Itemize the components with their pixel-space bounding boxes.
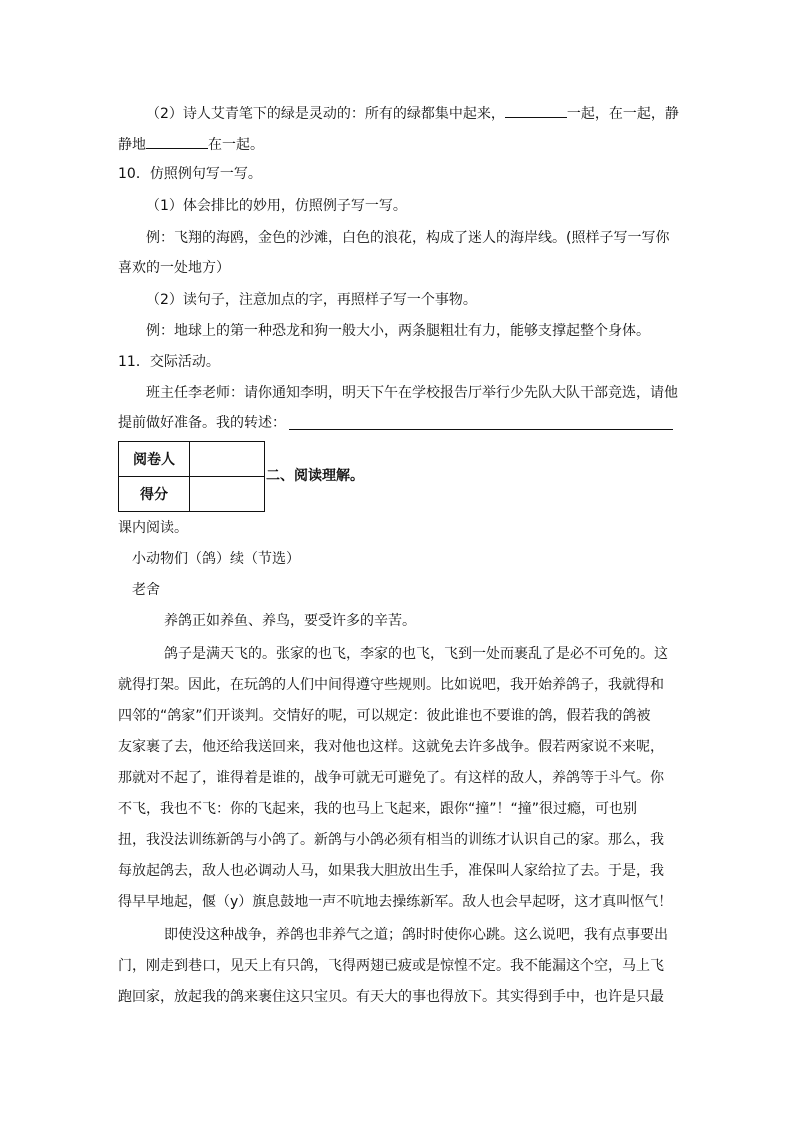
reviewer-cell[interactable] [190,442,265,477]
q9-2-text-d: 在一起。 [208,137,264,153]
q10-example-2: 例：地球上的第一种恐龙和狗一般大小，两条腿粗壮有力，能够支撑起整个身体。 [146,323,650,339]
paragraph-2-line: 扭，我没法训练新鸽与小鸽了。新鸽与小鸽必须有相当的训练才认识自己的家。那么，我 [118,832,664,848]
q9-2-text-b: 一起，在一起，静 [566,106,679,122]
paragraph-2-line: 不飞，我也不飞：你的飞起来，我的也马上飞起来，跟你“撞”！“撞”很过瘾，可也别 [118,801,638,817]
q10-example-1-line-2: 喜欢的一处地方） [118,260,230,276]
score-box [118,441,265,512]
q9-2-text-c: 静地 [118,137,146,153]
paragraph-3-line: 门，刚走到巷口，见天上有只鸽，飞得两翅已疲或是惊惶不定。我不能漏这个空，马上飞 [118,958,664,974]
q10-example-1-line-1: 例：飞翔的海鸥，金色的沙滩，白色的浪花，构成了迷人的海岸线。(照样子写一写你 [146,230,670,246]
paragraph-2-line: 友家裹了去，他还给我送回来，我对他也这样。这就免去许多战争。假若两家说不来呢， [118,739,664,755]
paragraph-2-line: 鸽子是满天飞的。张家的也飞，李家的也飞，飞到一处而裹乱了是必不可免的。这 [164,646,668,662]
paragraph-2-line: 那就对不起了，谁得着是谁的，战争可就无可避免了。有这样的敌人，养鸽等于斗气。你 [118,770,664,786]
q10-sub-2: （2）读句子，注意加点的字，再照样子写一个事物。 [146,292,477,308]
q11-title: 11．交际活动。 [118,354,220,370]
article-title: 小动物们（鸽）续（节选） [132,551,300,567]
section-2-title: 二、阅读理解。 [266,468,364,484]
q9-2-text-a: （2）诗人艾青笔下的绿是灵动的：所有的绿都集中起来， [146,106,505,122]
q11-answer-blank[interactable] [289,429,673,430]
q10-title: 10．仿照例句写一写。 [118,166,262,182]
q9-2-line-2 [118,134,264,154]
paragraph-3-line: 跑回家，放起我的鸽来裹住这只宝贝。有天大的事也得放下。其实得到手中，也许是只最 [118,989,664,1005]
paragraph-2-line: 得早早地起，偃（y）旗息鼓地一声不吭地去操练新军。敌人也会早起呀，这才真叫怄气！ [118,894,673,910]
article-author: 老舍 [132,582,160,598]
q11-line-2: 提前做好准备。我的转述： [118,415,286,431]
reviewer-label: 阅卷人 [119,442,190,477]
reading-intro: 课内阅读。 [118,520,188,536]
paragraph-2-line: 就得打架。因此，在玩鸽的人们中间得遵守些规则。比如说吧，我开始养鸽子，我就得和 [118,677,664,693]
paragraph-3-line: 即使没这种战争，养鸽也非养气之道；鸽时时使你心跳。这么说吧，我有点事要出 [164,927,668,943]
q10-sub-1: （1）体会排比的妙用，仿照例子写一写。 [146,198,407,214]
paragraph-2-line: 每放起鸽去，敌人也必调动人马，如果我大胆放出生手，准保叫人家给拉了去。于是，我 [118,863,664,879]
q9-2-blank-2[interactable] [146,134,208,149]
q11-line-1: 班主任李老师：请你通知李明，明天下午在学校报告厅举行少先队大队干部竞选，请他 [146,385,678,401]
q9-2-blank-1[interactable] [505,103,567,118]
score-cell[interactable] [190,477,265,512]
score-label: 得分 [119,477,190,512]
paragraph-2-line: 四邻的“鸽家”们开谈判。交情好的呢，可以规定：彼此谁也不要谁的鸽，假若我的鸽被 [118,708,651,724]
paragraph-1: 养鸽正如养鱼、养鸟，要受许多的辛苦。 [164,613,416,629]
q9-2-line-1 [146,103,679,123]
